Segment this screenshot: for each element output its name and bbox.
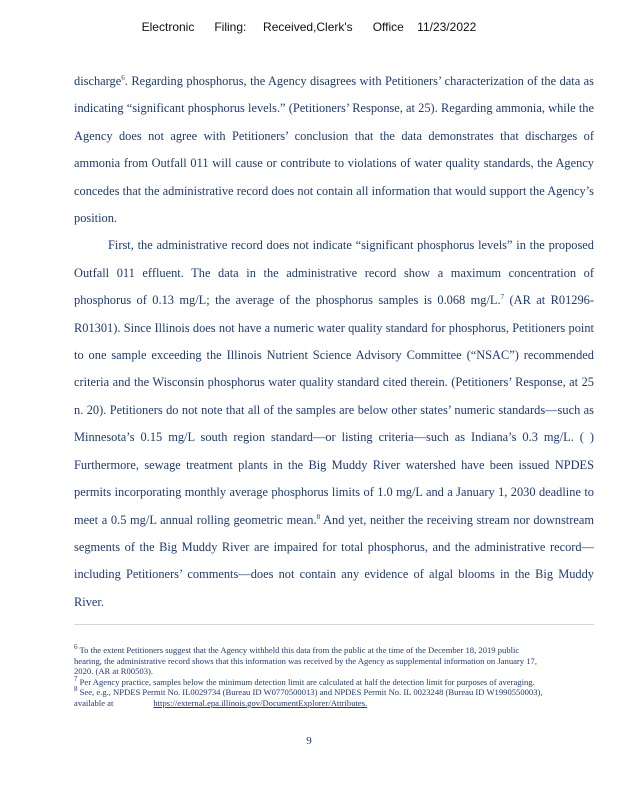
footnotes [74, 645, 544, 709]
paragraph-1 [74, 68, 594, 232]
header-electronic: Electronic [141, 20, 195, 34]
page-number: 9 [306, 735, 312, 747]
paragraph-2-text-end: And yet, neither the receiving stream nor downstream segments of the Big Muddy River are impaired for total phosphorus, and the administrative record—including Petitioners’ comments—does not contain any evidence of algal blooms in the Big Muddy River. [74, 512, 594, 609]
header-office: Office [372, 20, 404, 34]
footnote-ref-8: 8 [316, 512, 321, 521]
footnote-8-number: 8 [74, 685, 78, 694]
permit-documents-link[interactable]: https://external.epa.illinois.gov/DocumentExplorer/Attributes. [153, 697, 368, 708]
footnote-ref-6: 6 [121, 73, 125, 82]
footnote-8 [74, 687, 544, 708]
header-filing: Filing: [214, 20, 247, 34]
footnote-6-text: To the extent Petitioners suggest that the Agency withheld this data from the public at the time of the December 18, 2019 public hearing, the administrative record shows that this information was received by the Agency as supplemental information on January 17, 2020. (AR at R00503). [74, 645, 537, 677]
paragraph-2-text-start: First, the administrative record does not indicate “significant phosphorus levels” in the proposed Outfall 011 effluent. The data in the administrative record show a maximum concentration of phosphorus of 0.13 mg/L; the average of the phosphorus samples is 0.068 mg/L. [74, 238, 594, 308]
footnote-7-number: 7 [74, 674, 78, 683]
footnote-8-text: See, e.g., NPDES Permit No. IL0029734 (Bureau ID W0770500013) and NPDES Permit No. IL 0023248 (Bureau ID W1990550003), available at [74, 687, 543, 708]
paragraph-2 [74, 232, 594, 616]
footnote-6-number: 6 [74, 643, 78, 652]
footnote-6 [74, 645, 544, 677]
footnote-divider [74, 624, 594, 625]
paragraph-2-text: (AR at R01296-R01301). Since Illinois does not have a numeric water quality standard for phosphorus, Petitioners point to one sample exceeding the Illinois Nutrient Science Advisory Committee (“NSAC”) recommended criteria and the Wisconsin phosphorus water quality standard cited therein. (Petitioners’ Response, at 25 n. 20). Petitioners do not note that all of the samples are below other states’ numeric standards—such as Minnesota’s 0.15 mg/L south region standard—or listing criteria—such as Indiana’s 0.3 mg/L. ( ) Furthermore, sewage treatment plants in the Big Muddy River watershed have been issued NPDES permits incorporating monthly average phosphorus limits of 1.0 mg/L and a January 1, 2030 deadline to meet a 0.5 mg/L annual rolling geometric mean. [74, 293, 594, 527]
body-text [74, 68, 594, 616]
filing-header [0, 20, 618, 34]
header-date: 11/23/2022 [417, 20, 477, 34]
footnote-ref-7: 7 [500, 293, 505, 302]
paragraph-1-text: . Regarding phosphorus, the Agency disagrees with Petitioners’ characterization of the data as indicating “significant phosphorus levels.” (Petitioners’ Response, at 25). Regarding ammonia, while the Agency does not agree with Petitioners’ conclusion that the data demonstrates that discharges of ammonia from Outfall 011 will cause or contribute to violations of water quality standards, the Agency concedes that the administrative record does not contain all information that would support the Agency’s position. [74, 74, 594, 226]
paragraph-1-text-start: discharge [74, 74, 122, 88]
header-received: Received,Clerk's [263, 20, 353, 34]
footnote-7 [74, 674, 544, 688]
footnote-7-text: Per Agency practice, samples below the minimum detection limit are calculated at half the detection limit for purposes of averaging. [77, 676, 535, 687]
